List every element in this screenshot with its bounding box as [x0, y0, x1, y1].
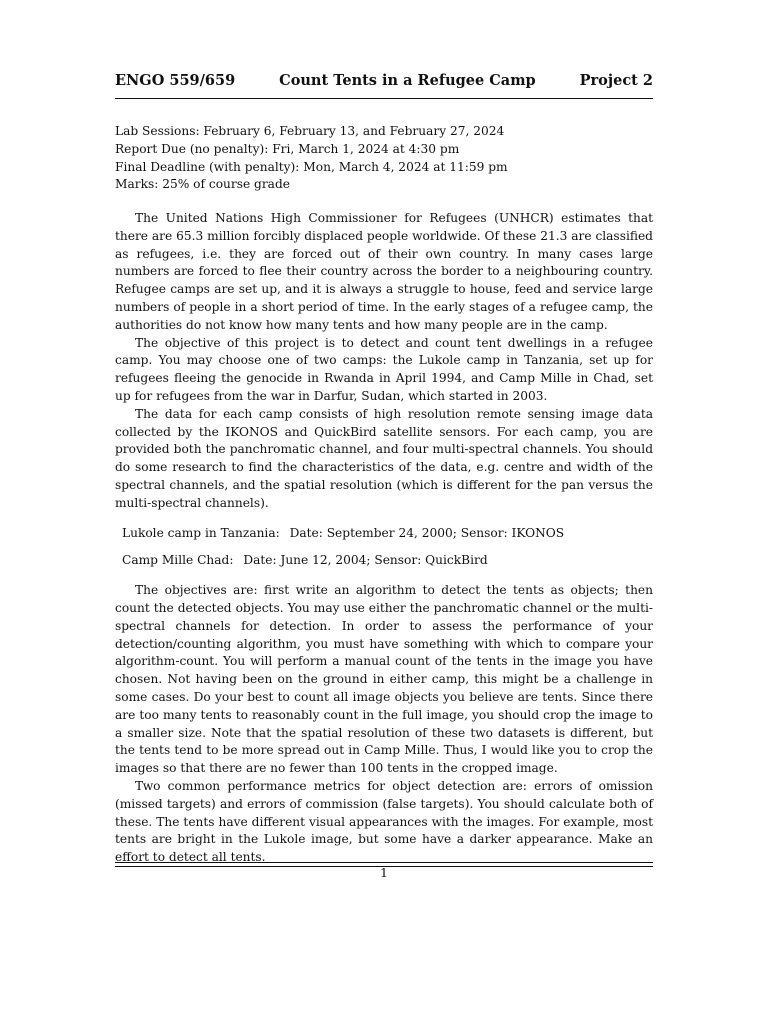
- camp-date: Date: September 24, 2000;: [289, 525, 457, 540]
- lab-sessions: Lab Sessions: February 6, February 13, and February 27, 2024: [115, 124, 505, 138]
- camp-date: Date: June 12, 2004;: [243, 553, 371, 568]
- document-title: Count Tents in a Refugee Camp: [279, 72, 536, 89]
- page-number: 1: [380, 866, 388, 880]
- project-number: Project 2: [579, 72, 653, 89]
- paragraph-data: The data for each camp consists of high resolution remote sensing image data collected by the IKONOS and QuickBird satellite sensors. For each camp, you are provided both the panchromatic channel, and four multi-spectral channels. You should do some research to find the characteristics of the data, e.g. centre and width of the spectral channels, and the spatial resolution (which is different for the pan versus the multi-spectral channels).: [115, 406, 653, 510]
- document-page: [115, 0, 653, 1024]
- camp-label: Lukole camp in Tanzania:: [122, 525, 280, 540]
- marks: Marks: 25% of course grade: [115, 177, 290, 192]
- paragraph-method: The objectives are: first write an algorithm to detect the tents as objects; then count the detected objects. You may use either the panchromatic channel or the multi-spectral channels for detection. In order to assess the performance of your detection/counting algorithm, you must have something with which to compare your algorithm-count. You will perform a manual count of the tents in the image you have chosen. Not having been on the ground in either camp, this might be a challenge in some cases. Do your best to count all image objects you believe are tents. Since there are too many tents to reasonably count in the full image, you should crop the image to a smaller size. Note that the spatial resolution of these two datasets is different, but the tents tend to be more spread out in Camp Mille. Thus, I would like you to crop the images so that there are no fewer than 100 tents in the cropped image.: [115, 583, 653, 776]
- final-deadline: Final Deadline (with penalty): Mon, March 4, 2024 at 11:59 pm: [115, 159, 508, 174]
- paragraph-intro: The United Nations High Commissioner for Refugees (UNHCR) estimates that there are 65.3 million forcibly displaced people worldwide. Of these 21.3 are classified as refugees, i.e. they are forced out of their own country. In many cases large numbers are forced to flee their country across the border to a neighbouring country. Refugee camps are set up, and it is always a struggle to house, feed and service large numbers of people in a short period of time. In the early stages of a refugee camp, the authorities do not know how many tents and how many people are in the camp.: [115, 211, 653, 332]
- camp-line-lukole: [122, 525, 653, 543]
- paragraph-objective: The objective of this project is to detect and count tent dwellings in a refugee camp. You may choose one of two camps: the Lukole camp in Tanzania, set up for refugees fleeing the genocide in Rwanda in April 1994, and Camp Mille in Chad, set up for refugees from the war in Darfur, Sudan, which started in 2003.: [115, 335, 653, 403]
- document-body: [115, 210, 653, 867]
- camp-sensor: Sensor: QuickBird: [374, 553, 488, 568]
- schedule-block: [115, 123, 653, 194]
- course-code: ENGO 559/659: [115, 72, 236, 89]
- footer-rule-top: [115, 862, 653, 863]
- camp-label: Camp Mille Chad:: [122, 553, 234, 568]
- camp-line-mille: [122, 552, 653, 570]
- header-rule: [115, 98, 653, 99]
- page-header: [115, 72, 653, 89]
- paragraph-metrics: Two common performance metrics for object detection are: errors of omission (missed targets) and errors of commission (false targets). You should calculate both of these. The tents have different visual appearances with the images. For example, most tents are bright in the Lukole image, but some have a darker appearance. Make an effort to detect all tents.: [115, 778, 653, 865]
- camp-sensor: Sensor: IKONOS: [460, 525, 565, 540]
- report-due: Report Due (no penalty): Fri, March 1, 2024 at 4:30 pm: [115, 141, 460, 156]
